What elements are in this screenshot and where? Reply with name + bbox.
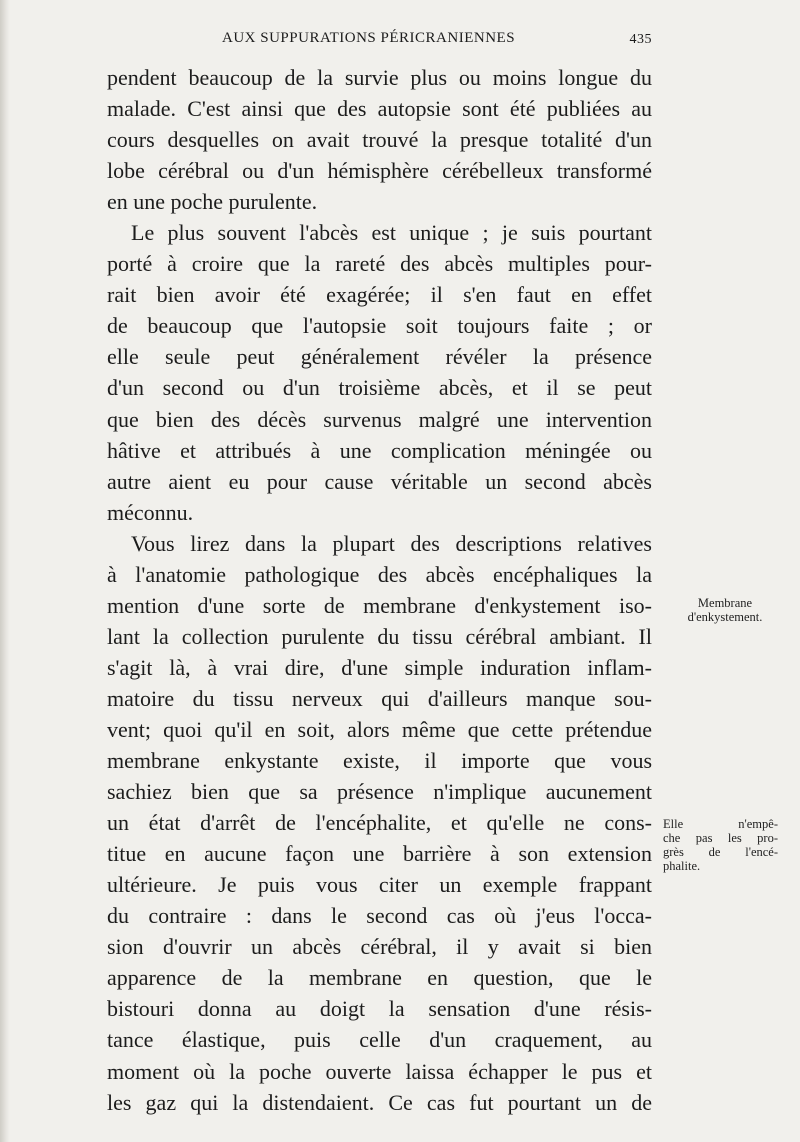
text-line: en une poche purulente. [107,189,318,215]
text-line: matoire du tissu nerveux qui d'ailleurs manque sou- [107,685,652,711]
text-line: apparence de la membrane en question, que le [107,965,652,991]
margin-note-line: grès de l'encé- [663,845,778,859]
text-line: pendent beaucoup de la survie plus ou moins longue du [107,65,652,90]
text-line: Vous lirez dans la plupart des descriptions relatives [131,530,652,556]
margin-note-line: d'enkystement. [687,610,763,624]
text-line: titue en aucune façon une barrière à son extension [107,841,652,867]
margin-note-line: Elle n'empê- [663,817,778,831]
text-line: que bien des décès survenus malgré une intervention [107,406,652,432]
margin-note-encephalite [663,817,778,873]
margin-note-line: che pas les pro- [663,831,778,845]
text-line: rait bien avoir été exagérée; il s'en faut en effet [107,282,652,308]
text-line: Le plus souvent l'abcès est unique ; je suis pourtant [131,220,652,246]
scan-edge-shadow [0,0,10,1142]
text-line: méconnu. [107,499,194,525]
text-line: vent; quoi qu'il en soit, alors même que cette prétendue [107,716,652,742]
margin-note-membrane [670,596,780,624]
text-line: sion d'ouvrir un abcès cérébral, il y avait si bien [107,934,652,960]
text-line: du contraire : dans le second cas où j'eus l'occa- [107,903,652,929]
text-line: sachiez bien que sa présence n'implique aucunement [107,779,652,805]
text-line: malade. C'est ainsi que des autopsie sont été publiées au [107,96,652,122]
text-line: tance élastique, puis celle d'un craquement, au [107,1027,652,1053]
text-line: les gaz qui la distendaient. Ce cas fut pourtant un de [107,1089,652,1115]
text-line: hâtive et attribués à une complication méningée ou [107,437,652,463]
text-line: mention d'une sorte de membrane d'enkystement iso- [107,592,652,618]
body-text [107,62,652,1118]
text-line: d'un second ou d'un troisième abcès, et il se peut [107,375,652,401]
text-line: bistouri donna au doigt la sensation d'une résis- [107,996,652,1022]
text-line: un état d'arrêt de l'encéphalite, et qu'elle ne cons- [107,810,652,836]
text-line: cours desquelles on avait trouvé la presque totalité d'un [107,127,652,153]
text-line: porté à croire que la rareté des abcès multiples pour- [107,251,652,277]
text-line: ultérieure. Je puis vous citer un exemple frappant [107,872,652,898]
text-line: s'agit là, à vrai dire, d'une simple induration inflam- [107,654,652,680]
text-line: à l'anatomie pathologique des abcès encéphaliques la [107,561,652,587]
page-number: 435 [629,32,652,47]
text-line: lobe cérébral ou d'un hémisphère cérébelleux transformé [107,158,652,184]
text-line: moment où la poche ouverte laissa échapper le pus et [107,1058,652,1084]
running-title: AUX SUPPURATIONS PÉRICRANIENNES [222,30,516,46]
text-line: de beaucoup que l'autopsie soit toujours faite ; or [107,313,652,339]
margin-note-line: Membrane [697,596,753,610]
text-line: membrane enkystante existe, il importe que vous [107,748,652,774]
running-header [222,28,652,52]
text-line: elle seule peut généralement révéler la présence [107,344,652,370]
margin-note-line: phalite. [663,859,701,873]
text-line: lant la collection purulente du tissu cérébral ambiant. Il [107,623,652,649]
text-line: autre aient eu pour cause véritable un second abcès [107,468,652,494]
